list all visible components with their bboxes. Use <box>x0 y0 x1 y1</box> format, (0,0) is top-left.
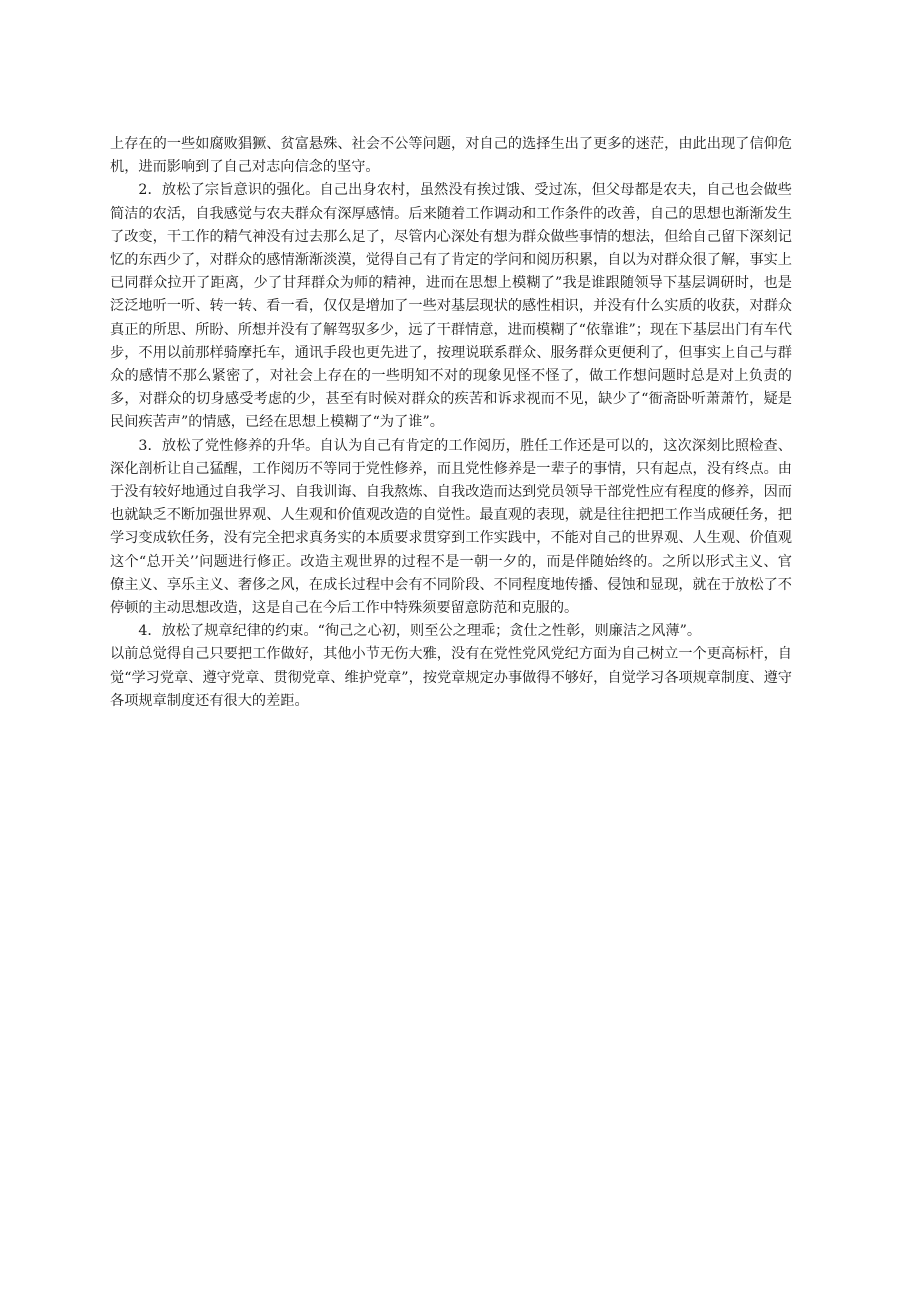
paragraph-4-continued: 以前总觉得自己只要把工作做好，其他小节无伤大雅，没有在党性党风党纪方面为自己树立一个更高标杆，自觉“学习党章、遵守党章、贯彻党章、维护党章”，按党章规定办事做得不够好，自觉学习各项规章制度、遵守各项规章制度还有很大的差距。 <box>110 646 792 709</box>
paragraph-3-party-spirit: 3．放松了党性修养的升华。自认为自己有肯定的工作阅历，胜任工作还是可以的，这次深刻比照检查、深化剖析让自己猛醒，工作阅历不等同于党性修养，而且党性修养是一辈子的事情，只有起点，没有终点。由于没有较好地通过自我学习、自我训诲、自我熬炼、自我改造而达到党员领导干部党性应有程度的修养，因而也就缺乏不断加强世界观、人生观和价值观改造的自觉性。最直观的表现，就是往往把把工作当成硬任务，把学习变成软任务，没有完全把求真务实的本质要求贯穿到工作实践中，不能对自己的世界观、人生观、价值观这个“总开关’’问题进行修正。改造主观世界的过程不是一朝一夕的，而是伴随始终的。之所以形式主义、官僚主义、享乐主义、奢侈之风，在成长过程中会有不同阶段、不同程度地传播、侵蚀和显现，就在于放松了不停顿的主动思想改造，这是自己在今后工作中特殊须要留意防范和克服的。 <box>110 437 792 617</box>
paragraph-2-purpose-awareness: 2．放松了宗旨意识的强化。自己出身农村，虽然没有挨过饿、受过冻，但父母都是农夫，自己也会做些简洁的农活，自我感觉与农夫群众有深厚感情。后来随着工作调动和工作条件的改善，自己的思想也渐渐发生了改变，干工作的精气神没有过去那么足了，尽管内心深处有想为群众做些事情的想法，但给自己留下深刻记忆的东西少了，对群众的感情渐渐淡漠，觉得自己有了肯定的学问和阅历积累，自以为对群众很了解，事实上已同群众拉开了距离，少了甘拜群众为师的精神，进而在思想上模糊了”我是谁跟随领导下基层调研时，也是泛泛地听一听、转一转、看一看，仅仅是增加了一些对基层现状的感性相识，并没有什么实质的收获，对群众真正的所思、所盼、所想并没有了解驾驭多少，远了干群情意，进而模糊了“依靠谁”；现在下基层出门有车代步，不用以前那样骑摩托车，通讯手段也更先进了，按理说联系群众、服务群众更便利了，但事实上自己与群众的感情不那么紧密了，对社会上存在的一些明知不对的现象见怪不怪了，做工作想问题时总是对上负责的多，对群众的切身感受考虑的少，甚至有时候对群众的疾苦和诉求视而不见，缺少了“衙斋卧听萧萧竹，疑是民间疾苦声”的情感，已经在思想上模糊了“为了谁”。 <box>110 182 792 431</box>
paragraph-1-continued: 上存在的一些如腐败猖獗、贫富悬殊、社会不公等问题，对自己的选择生出了更多的迷茫，由此出现了信仰危机，进而影响到了自己对志向信念的坚守。 <box>110 136 792 176</box>
document-body <box>110 133 792 713</box>
paragraph-4-discipline: 4．放松了规章纪律的约束。“徇己之心初，则至公之理乖；贪仕之性彰，则廉洁之风薄”。 <box>138 623 702 640</box>
